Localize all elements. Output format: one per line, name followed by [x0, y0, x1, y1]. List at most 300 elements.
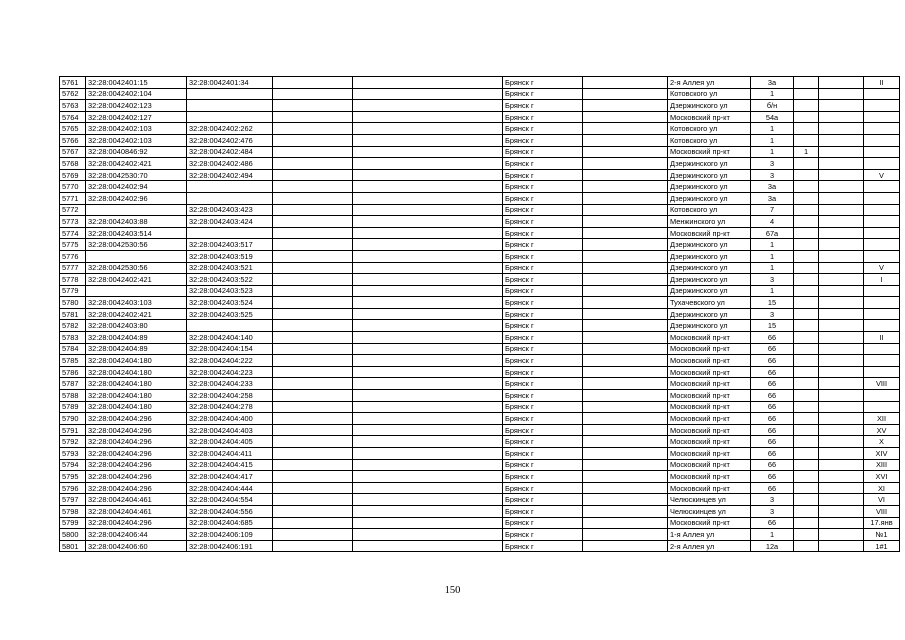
blank-cell [583, 355, 668, 367]
linked-cadastral-number-cell: 32:28:0042404:223 [187, 366, 273, 378]
linked-cadastral-number-cell [187, 227, 273, 239]
city-cell: Брянск г [503, 448, 583, 460]
street-cell: Московский пр-кт [668, 366, 751, 378]
table-row [60, 77, 900, 89]
linked-cadastral-number-cell: 32:28:0042402:484 [187, 146, 273, 158]
city-cell: Брянск г [503, 169, 583, 181]
city-cell: Брянск г [503, 424, 583, 436]
house-number-cell: 66 [751, 332, 794, 344]
room-number-cell [864, 227, 900, 239]
cadastral-number-cell: 32:28:0042402:103 [86, 123, 187, 135]
cadastral-number-cell: 32:28:0042402:127 [86, 111, 187, 123]
city-cell: Брянск г [503, 285, 583, 297]
city-cell: Брянск г [503, 146, 583, 158]
blank-cell [819, 529, 864, 541]
street-cell: Дзержинского ул [668, 239, 751, 251]
row-number-cell: 5788 [60, 390, 86, 402]
blank-cell [583, 100, 668, 112]
linked-cadastral-number-cell: 32:28:0042404:154 [187, 343, 273, 355]
row-number-cell: 5793 [60, 448, 86, 460]
blank-cell [353, 216, 503, 228]
blank-cell [273, 494, 353, 506]
city-cell: Брянск г [503, 274, 583, 286]
cadastral-number-cell: 32:28:0042406:60 [86, 540, 187, 552]
room-number-cell: XV [864, 424, 900, 436]
blank-cell [583, 343, 668, 355]
blank-cell [273, 169, 353, 181]
row-number-cell: 5778 [60, 274, 86, 286]
blank-cell [583, 413, 668, 425]
cadastral-number-cell: 32:28:0042404:296 [86, 448, 187, 460]
row-number-cell: 5791 [60, 424, 86, 436]
row-number-cell: 5794 [60, 459, 86, 471]
blank-cell [353, 424, 503, 436]
blank-cell [273, 192, 353, 204]
blank-cell [583, 123, 668, 135]
row-number-cell: 5787 [60, 378, 86, 390]
house-number-cell: 1 [751, 239, 794, 251]
blank-cell [819, 517, 864, 529]
table-row [60, 320, 900, 332]
room-number-cell: II [864, 77, 900, 89]
blank-cell [583, 204, 668, 216]
house-number-cell: 66 [751, 424, 794, 436]
room-number-cell: VIII [864, 378, 900, 390]
table-row [60, 297, 900, 309]
table-row [60, 227, 900, 239]
street-cell: Дзержинского ул [668, 285, 751, 297]
cadastral-number-cell: 32:28:0042404:296 [86, 424, 187, 436]
cadastral-number-cell: 32:28:0042404:461 [86, 494, 187, 506]
cadastral-number-cell: 32:28:0042404:89 [86, 332, 187, 344]
room-number-cell [864, 343, 900, 355]
cadastral-number-cell: 32:28:0042403:103 [86, 297, 187, 309]
room-number-cell [864, 146, 900, 158]
cadastral-number-cell: 32:28:0042402:104 [86, 88, 187, 100]
city-cell: Брянск г [503, 297, 583, 309]
table-row [60, 216, 900, 228]
table-row [60, 88, 900, 100]
extra-number-cell [794, 308, 819, 320]
street-cell: 2-я Аллея ул [668, 540, 751, 552]
room-number-cell: II [864, 332, 900, 344]
blank-cell [273, 448, 353, 460]
linked-cadastral-number-cell [187, 181, 273, 193]
room-number-cell [864, 216, 900, 228]
room-number-cell [864, 320, 900, 332]
house-number-cell: 66 [751, 366, 794, 378]
linked-cadastral-number-cell: 32:28:0042403:522 [187, 274, 273, 286]
room-number-cell [864, 204, 900, 216]
blank-cell [273, 459, 353, 471]
linked-cadastral-number-cell: 32:28:0042404:140 [187, 332, 273, 344]
house-number-cell: 3 [751, 274, 794, 286]
blank-cell [273, 216, 353, 228]
blank-cell [583, 250, 668, 262]
table-row [60, 192, 900, 204]
blank-cell [583, 332, 668, 344]
room-number-cell [864, 158, 900, 170]
row-number-cell: 5775 [60, 239, 86, 251]
house-number-cell: 15 [751, 320, 794, 332]
row-number-cell: 5773 [60, 216, 86, 228]
blank-cell [273, 540, 353, 552]
cadastral-number-cell: 32:28:0042403:88 [86, 216, 187, 228]
room-number-cell: VI [864, 494, 900, 506]
blank-cell [353, 401, 503, 413]
city-cell: Брянск г [503, 517, 583, 529]
cadastral-number-cell: 32:28:0042402:96 [86, 192, 187, 204]
blank-cell [819, 88, 864, 100]
blank-cell [273, 378, 353, 390]
street-cell: Московский пр-кт [668, 343, 751, 355]
blank-cell [583, 308, 668, 320]
house-number-cell: 66 [751, 355, 794, 367]
linked-cadastral-number-cell: 32:28:0042402:476 [187, 134, 273, 146]
extra-number-cell [794, 192, 819, 204]
cadastral-number-cell: 32:28:0042404:180 [86, 366, 187, 378]
blank-cell [819, 332, 864, 344]
row-number-cell: 5779 [60, 285, 86, 297]
blank-cell [819, 378, 864, 390]
blank-cell [583, 401, 668, 413]
property-registry-table [59, 76, 900, 552]
house-number-cell: 1 [751, 262, 794, 274]
blank-cell [819, 505, 864, 517]
row-number-cell: 5770 [60, 181, 86, 193]
blank-cell [583, 436, 668, 448]
extra-number-cell [794, 505, 819, 517]
table-row [60, 274, 900, 286]
cadastral-number-cell: 32:28:0042402:123 [86, 100, 187, 112]
city-cell: Брянск г [503, 413, 583, 425]
row-number-cell: 5765 [60, 123, 86, 135]
table-row [60, 436, 900, 448]
cadastral-number-cell: 32:28:0042530:56 [86, 239, 187, 251]
house-number-cell: 66 [751, 517, 794, 529]
city-cell: Брянск г [503, 158, 583, 170]
blank-cell [583, 192, 668, 204]
blank-cell [273, 123, 353, 135]
house-number-cell: 66 [751, 482, 794, 494]
linked-cadastral-number-cell: 32:28:0042402:262 [187, 123, 273, 135]
room-number-cell [864, 285, 900, 297]
table-row [60, 540, 900, 552]
table-row [60, 413, 900, 425]
city-cell: Брянск г [503, 227, 583, 239]
city-cell: Брянск г [503, 262, 583, 274]
room-number-cell [864, 355, 900, 367]
blank-cell [273, 390, 353, 402]
extra-number-cell [794, 424, 819, 436]
house-number-cell: 1 [751, 134, 794, 146]
row-number-cell: 5796 [60, 482, 86, 494]
blank-cell [353, 285, 503, 297]
extra-number-cell [794, 88, 819, 100]
room-number-cell: I [864, 274, 900, 286]
row-number-cell: 5801 [60, 540, 86, 552]
blank-cell [819, 482, 864, 494]
cadastral-number-cell: 32:28:0042401:15 [86, 77, 187, 89]
row-number-cell: 5781 [60, 308, 86, 320]
city-cell: Брянск г [503, 366, 583, 378]
blank-cell [353, 459, 503, 471]
cadastral-number-cell [86, 250, 187, 262]
blank-cell [273, 204, 353, 216]
city-cell: Брянск г [503, 88, 583, 100]
cadastral-number-cell: 32:28:0042404:296 [86, 517, 187, 529]
blank-cell [273, 100, 353, 112]
cadastral-number-cell: 32:28:0042402:421 [86, 158, 187, 170]
city-cell: Брянск г [503, 216, 583, 228]
blank-cell [353, 332, 503, 344]
house-number-cell: 3 [751, 505, 794, 517]
house-number-cell: 66 [751, 413, 794, 425]
city-cell: Брянск г [503, 332, 583, 344]
table-row [60, 366, 900, 378]
blank-cell [353, 308, 503, 320]
blank-cell [353, 239, 503, 251]
row-number-cell: 5795 [60, 471, 86, 483]
cadastral-number-cell: 32:28:0042404:296 [86, 482, 187, 494]
room-number-cell: VIII [864, 505, 900, 517]
linked-cadastral-number-cell: 32:28:0042404:233 [187, 378, 273, 390]
extra-number-cell [794, 216, 819, 228]
blank-cell [353, 227, 503, 239]
street-cell: Московский пр-кт [668, 436, 751, 448]
blank-cell [353, 77, 503, 89]
row-number-cell: 5780 [60, 297, 86, 309]
cadastral-number-cell: 32:28:0042404:89 [86, 343, 187, 355]
room-number-cell [864, 390, 900, 402]
linked-cadastral-number-cell: 32:28:0042404:554 [187, 494, 273, 506]
row-number-cell: 5774 [60, 227, 86, 239]
table-row [60, 181, 900, 193]
linked-cadastral-number-cell [187, 192, 273, 204]
row-number-cell: 5769 [60, 169, 86, 181]
city-cell: Брянск г [503, 134, 583, 146]
blank-cell [583, 239, 668, 251]
table-row [60, 111, 900, 123]
blank-cell [583, 366, 668, 378]
room-number-cell: XVI [864, 471, 900, 483]
extra-number-cell [794, 390, 819, 402]
room-number-cell [864, 181, 900, 193]
cadastral-number-cell: 32:28:0042402:421 [86, 274, 187, 286]
blank-cell [273, 471, 353, 483]
blank-cell [819, 459, 864, 471]
table-row [60, 308, 900, 320]
blank-cell [273, 517, 353, 529]
street-cell: Дзержинского ул [668, 274, 751, 286]
row-number-cell: 5790 [60, 413, 86, 425]
extra-number-cell [794, 297, 819, 309]
row-number-cell: 5799 [60, 517, 86, 529]
blank-cell [273, 77, 353, 89]
extra-number-cell [794, 262, 819, 274]
linked-cadastral-number-cell: 32:28:0042404:444 [187, 482, 273, 494]
street-cell: Московский пр-кт [668, 227, 751, 239]
street-cell: Дзержинского ул [668, 100, 751, 112]
blank-cell [273, 227, 353, 239]
room-number-cell: №1 [864, 529, 900, 541]
city-cell: Брянск г [503, 320, 583, 332]
blank-cell [819, 204, 864, 216]
table-row [60, 529, 900, 541]
blank-cell [273, 436, 353, 448]
city-cell: Брянск г [503, 540, 583, 552]
street-cell: Дзержинского ул [668, 320, 751, 332]
blank-cell [273, 413, 353, 425]
table-row [60, 204, 900, 216]
blank-cell [819, 366, 864, 378]
row-number-cell: 5798 [60, 505, 86, 517]
blank-cell [819, 297, 864, 309]
blank-cell [353, 529, 503, 541]
blank-cell [273, 285, 353, 297]
city-cell: Брянск г [503, 471, 583, 483]
blank-cell [819, 169, 864, 181]
linked-cadastral-number-cell: 32:28:0042403:523 [187, 285, 273, 297]
linked-cadastral-number-cell [187, 88, 273, 100]
street-cell: Московский пр-кт [668, 413, 751, 425]
cadastral-number-cell: 32:28:0042402:421 [86, 308, 187, 320]
street-cell: 1-я Аллея ул [668, 529, 751, 541]
linked-cadastral-number-cell: 32:28:0042403:423 [187, 204, 273, 216]
street-cell: Челюскинцев ул [668, 505, 751, 517]
blank-cell [353, 181, 503, 193]
blank-cell [819, 390, 864, 402]
linked-cadastral-number-cell: 32:28:0042404:417 [187, 471, 273, 483]
street-cell: Котовского ул [668, 204, 751, 216]
house-number-cell: 1 [751, 285, 794, 297]
blank-cell [819, 239, 864, 251]
extra-number-cell [794, 320, 819, 332]
blank-cell [819, 471, 864, 483]
blank-cell [353, 505, 503, 517]
room-number-cell: XI [864, 482, 900, 494]
blank-cell [273, 262, 353, 274]
room-number-cell [864, 401, 900, 413]
blank-cell [583, 181, 668, 193]
blank-cell [273, 297, 353, 309]
table-row [60, 146, 900, 158]
blank-cell [583, 540, 668, 552]
linked-cadastral-number-cell: 32:28:0042404:411 [187, 448, 273, 460]
street-cell: Дзержинского ул [668, 192, 751, 204]
blank-cell [273, 181, 353, 193]
extra-number-cell [794, 204, 819, 216]
blank-cell [583, 274, 668, 286]
blank-cell [273, 134, 353, 146]
blank-cell [353, 111, 503, 123]
city-cell: Брянск г [503, 459, 583, 471]
street-cell: Московский пр-кт [668, 378, 751, 390]
city-cell: Брянск г [503, 250, 583, 262]
house-number-cell: 1 [751, 529, 794, 541]
row-number-cell: 5762 [60, 88, 86, 100]
table-row [60, 134, 900, 146]
extra-number-cell [794, 494, 819, 506]
table-row [60, 262, 900, 274]
blank-cell [353, 517, 503, 529]
blank-cell [583, 297, 668, 309]
linked-cadastral-number-cell: 32:28:0042403:424 [187, 216, 273, 228]
extra-number-cell: 1 [794, 146, 819, 158]
blank-cell [583, 471, 668, 483]
blank-cell [819, 424, 864, 436]
house-number-cell: 3 [751, 158, 794, 170]
page-number: 150 [444, 585, 461, 596]
blank-cell [583, 77, 668, 89]
city-cell: Брянск г [503, 192, 583, 204]
blank-cell [353, 390, 503, 402]
table-row [60, 401, 900, 413]
cadastral-number-cell: 32:28:0042404:296 [86, 413, 187, 425]
extra-number-cell [794, 482, 819, 494]
extra-number-cell [794, 413, 819, 425]
street-cell: Московский пр-кт [668, 355, 751, 367]
blank-cell [273, 332, 353, 344]
blank-cell [819, 355, 864, 367]
table-row [60, 494, 900, 506]
house-number-cell: 1 [751, 146, 794, 158]
city-cell: Брянск г [503, 239, 583, 251]
street-cell: Дзержинского ул [668, 262, 751, 274]
linked-cadastral-number-cell: 32:28:0042404:556 [187, 505, 273, 517]
city-cell: Брянск г [503, 123, 583, 135]
blank-cell [819, 494, 864, 506]
street-cell: Дзержинского ул [668, 181, 751, 193]
street-cell: Московский пр-кт [668, 390, 751, 402]
extra-number-cell [794, 471, 819, 483]
blank-cell [583, 285, 668, 297]
city-cell: Брянск г [503, 77, 583, 89]
cadastral-number-cell: 32:28:0040846:92 [86, 146, 187, 158]
blank-cell [583, 216, 668, 228]
row-number-cell: 5783 [60, 332, 86, 344]
row-number-cell: 5786 [60, 366, 86, 378]
blank-cell [273, 343, 353, 355]
linked-cadastral-number-cell [187, 320, 273, 332]
city-cell: Брянск г [503, 390, 583, 402]
table-row [60, 482, 900, 494]
blank-cell [353, 540, 503, 552]
house-number-cell: 3 [751, 169, 794, 181]
row-number-cell: 5782 [60, 320, 86, 332]
street-cell: Московский пр-кт [668, 111, 751, 123]
extra-number-cell [794, 285, 819, 297]
extra-number-cell [794, 366, 819, 378]
blank-cell [583, 262, 668, 274]
cadastral-number-cell: 32:28:0042530:56 [86, 262, 187, 274]
room-number-cell [864, 100, 900, 112]
street-cell: Челюскинцев ул [668, 494, 751, 506]
linked-cadastral-number-cell: 32:28:0042404:258 [187, 390, 273, 402]
blank-cell [819, 77, 864, 89]
extra-number-cell [794, 332, 819, 344]
table-row [60, 505, 900, 517]
table-row [60, 517, 900, 529]
blank-cell [583, 459, 668, 471]
row-number-cell: 5761 [60, 77, 86, 89]
blank-cell [273, 355, 353, 367]
blank-cell [583, 482, 668, 494]
blank-cell [353, 100, 503, 112]
blank-cell [583, 424, 668, 436]
blank-cell [583, 146, 668, 158]
row-number-cell: 5772 [60, 204, 86, 216]
